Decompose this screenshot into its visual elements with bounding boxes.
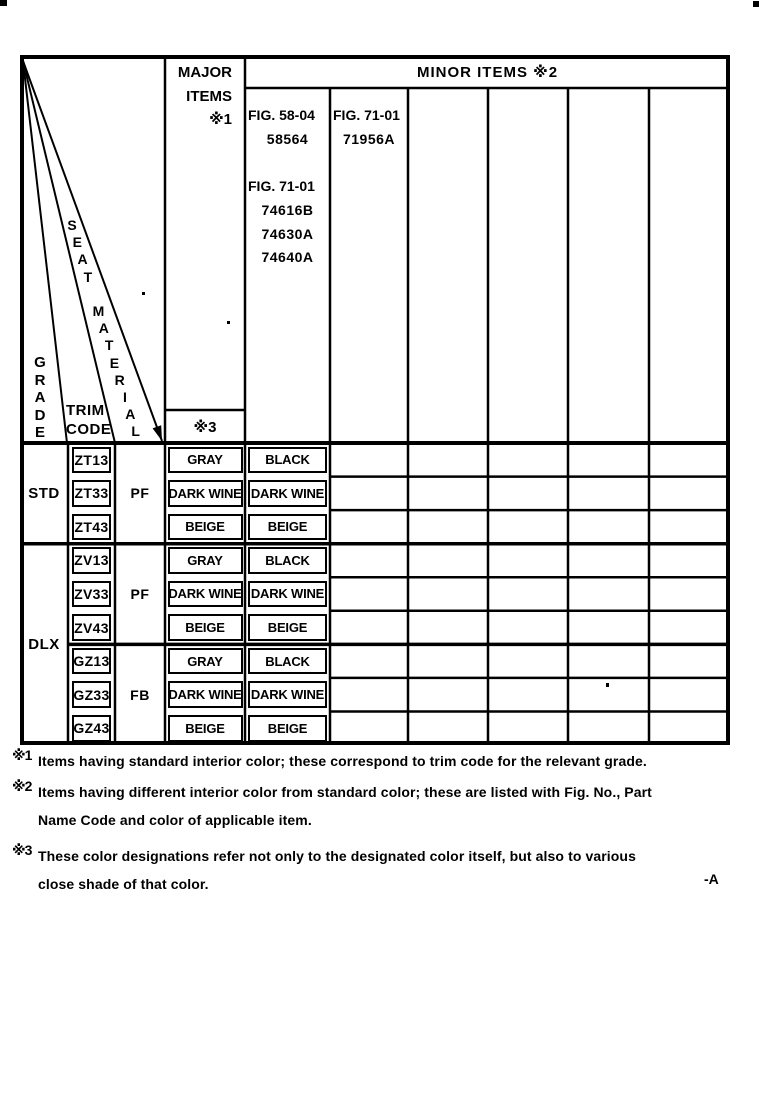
grade-cell: DLX <box>28 635 60 653</box>
minor-column-text: 71956A <box>342 130 396 147</box>
seat-material-letter: M <box>92 303 105 319</box>
seat-material-letter: S <box>67 217 77 233</box>
grade-letter: D <box>34 406 46 424</box>
footnote <box>12 778 752 837</box>
trim-code-cell: ZT43 <box>72 514 111 541</box>
trim-code-cell: ZT13 <box>72 447 111 474</box>
grade-cell: STD <box>28 484 60 502</box>
minor-item-color-cell: DARK WINE <box>248 681 327 708</box>
footnote-line: close shade of that color. <box>38 876 209 892</box>
minor-column-text: FIG. 58-04 <box>248 107 315 123</box>
major-item-color-cell: DARK WINE <box>168 681 243 708</box>
minor-column-text: 74616B <box>261 201 314 218</box>
seat-material-letter: A <box>125 406 136 423</box>
major-item-color-cell: DARK WINE <box>168 480 243 507</box>
trim-code-cell: GZ13 <box>72 648 111 675</box>
grade-letter: G <box>34 354 46 371</box>
seat-material-cell: PF <box>130 485 150 502</box>
major-item-color-cell: GRAY <box>168 547 243 574</box>
minor-item-color-cell: BLACK <box>248 648 327 675</box>
trim-code-cell: ZV33 <box>72 581 111 608</box>
trim-code-cell: ZT33 <box>72 480 111 507</box>
seat-material-letter: R <box>114 371 125 388</box>
seat-material-letter: L <box>131 423 140 440</box>
footnote-text <box>38 781 752 837</box>
grade-letter: A <box>34 389 46 406</box>
scan-artifact <box>0 0 7 6</box>
trim-code-cell: ZV13 <box>72 547 111 574</box>
minor-item-color-cell: BEIGE <box>248 514 327 541</box>
footnote-line: Items having different interior color from standard color; these are listed with Fig. No., Part <box>38 784 652 800</box>
trim-code-cell: GZ43 <box>72 715 111 742</box>
scan-artifact <box>753 1 759 7</box>
seat-material-cell: PF <box>130 586 150 603</box>
major-header-line: ※1 <box>209 111 232 128</box>
minor-items-header: MINOR ITEMS ※2 <box>416 63 559 81</box>
minor-item-color-cell: BLACK <box>248 447 327 474</box>
footnote-line: These color designations refer not only to the designated color itself, but also to various <box>38 848 636 864</box>
minor-column-text: FIG. 71-01 <box>333 107 400 123</box>
minor-column-text: 58564 <box>266 130 309 147</box>
seat-material-letter: T <box>104 337 114 354</box>
trim-color-table <box>20 55 730 745</box>
major-item-color-cell: GRAY <box>168 447 243 474</box>
page-mark: -A <box>704 871 719 887</box>
seat-material-letter: A <box>98 320 109 337</box>
major-header-line: MAJOR <box>177 64 232 81</box>
seat-material-letter: I <box>123 389 127 405</box>
footnote-text <box>38 750 752 778</box>
seat-material-letter: A <box>77 251 88 268</box>
major-item-color-cell: GRAY <box>168 648 243 675</box>
footnote-line: Name Code and color of applicable item. <box>38 812 312 828</box>
grade-label <box>28 354 52 442</box>
trim-code-cell: ZV43 <box>72 614 111 641</box>
note3-cell: ※3 <box>193 418 217 436</box>
footnote <box>12 747 752 778</box>
minor-item-color-cell: DARK WINE <box>248 581 327 608</box>
minor-column-text: FIG. 71-01 <box>248 178 315 195</box>
seat-material-letter: E <box>109 354 120 371</box>
footnote-ref: ※1 <box>12 747 32 763</box>
footnote-text <box>38 845 752 901</box>
footnote-line: Items having standard interior color; these correspond to trim code for the relevant grade. <box>38 753 647 769</box>
trim-code-label <box>66 401 120 439</box>
minor-item-color-cell: BEIGE <box>248 614 327 641</box>
seat-material-arrowhead <box>153 425 162 441</box>
grade-letter: E <box>34 424 45 441</box>
major-item-color-cell: BEIGE <box>168 614 243 641</box>
minor-column-text: 74640A <box>261 249 314 266</box>
footnote-ref: ※2 <box>12 778 32 794</box>
major-item-color-cell: BEIGE <box>168 715 243 742</box>
seat-material-cell: FB <box>130 686 150 703</box>
major-header-line: ITEMS <box>186 87 232 105</box>
trim-code-label-line: TRIM <box>66 402 105 419</box>
seat-material-letter: E <box>72 234 82 251</box>
major-item-color-cell: DARK WINE <box>168 581 243 608</box>
trim-code-label-line: CODE <box>66 421 112 438</box>
seat-material-letter: T <box>83 268 93 285</box>
minor-column-text: 74630A <box>261 225 314 242</box>
major-item-color-cell: BEIGE <box>168 514 243 541</box>
trim-code-cell: GZ33 <box>72 681 111 708</box>
minor-item-color-cell: BLACK <box>248 547 327 574</box>
major-items-header <box>165 61 245 132</box>
footnote <box>12 842 752 901</box>
footnote-ref: ※3 <box>12 842 32 858</box>
minor-item-color-cell: DARK WINE <box>248 480 327 507</box>
grade-letter: R <box>34 371 46 389</box>
minor-item-color-cell: BEIGE <box>248 715 327 742</box>
